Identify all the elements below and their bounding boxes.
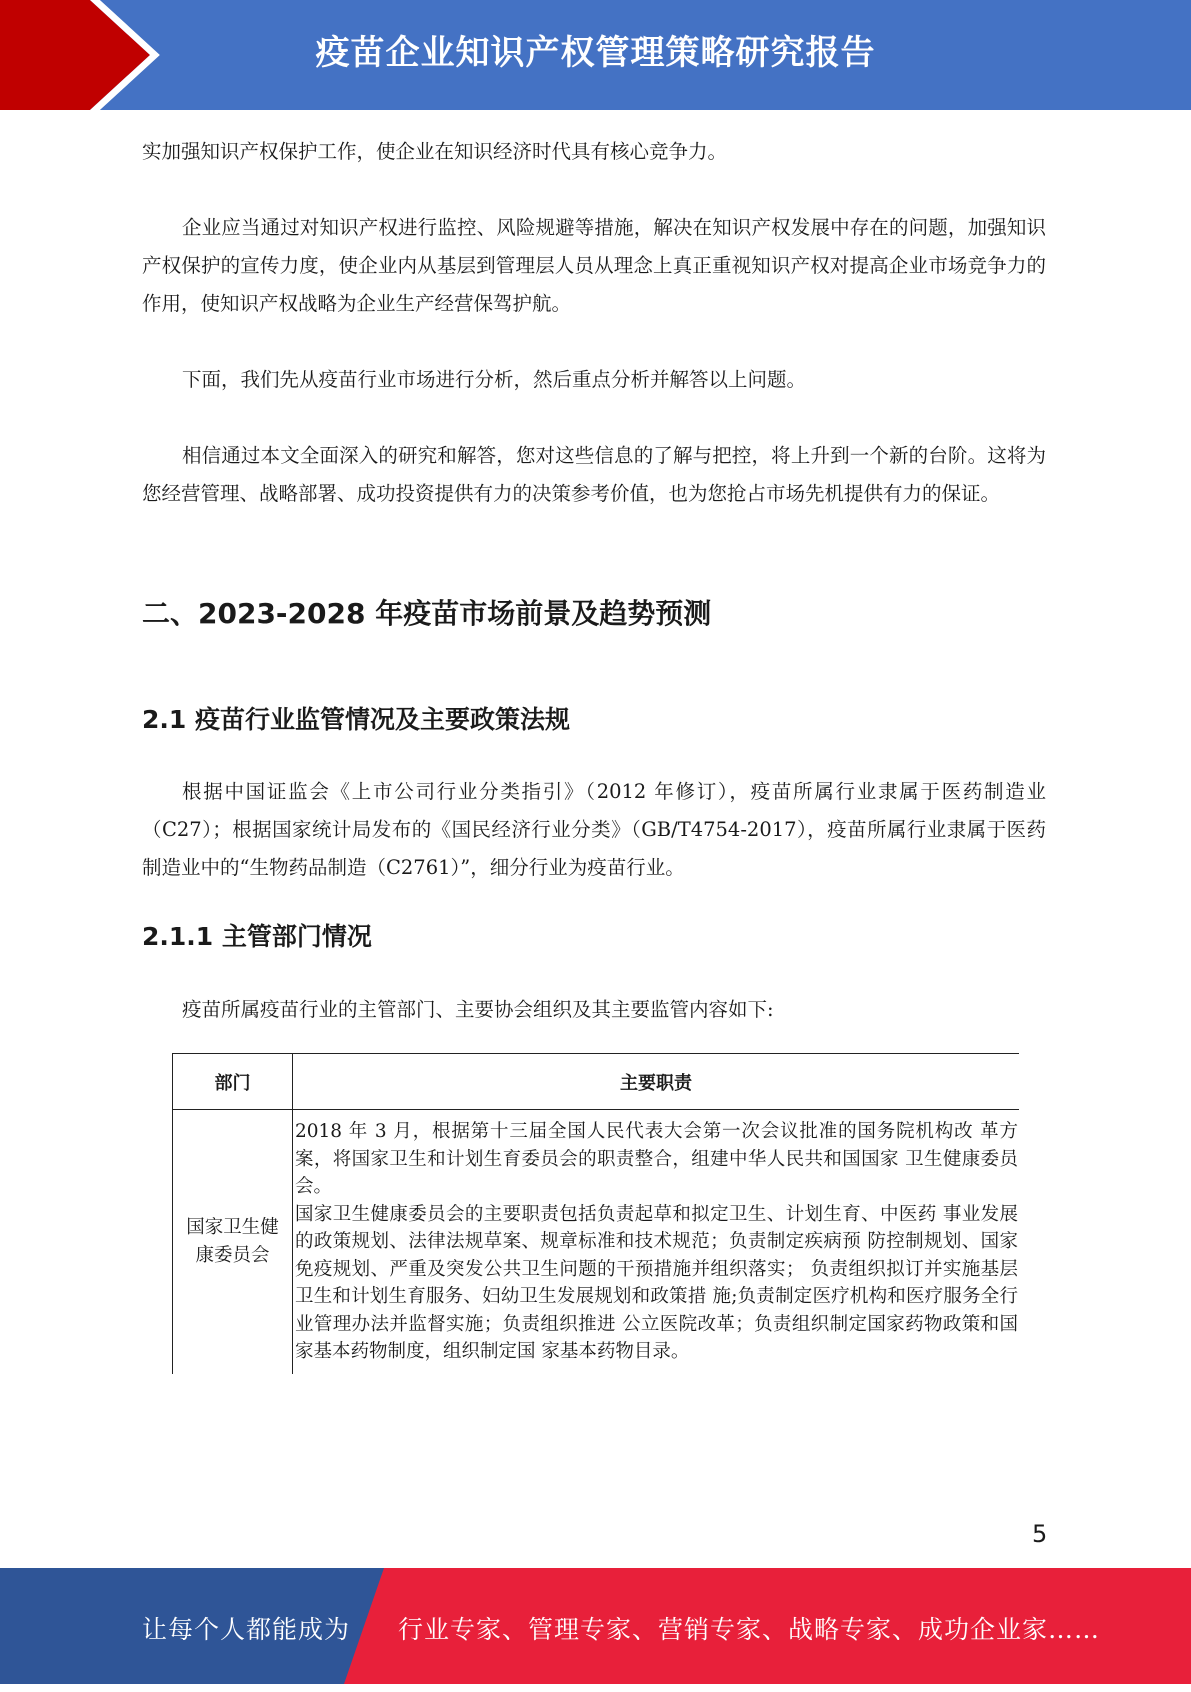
page-number: 5 — [1032, 1520, 1048, 1548]
page-header — [0, 0, 1191, 110]
table-row — [173, 1110, 1020, 1374]
intro-paragraph-4: 相信通过本文全面深入的研究和解答，您对这些信息的了解与把控，将上升到一个新的台阶。这将为您经营管理、战略部署、成功投资提供有力的决策参考价值，也为您抢占市场先机提供有力的保证。 — [142, 444, 1046, 505]
duty-text: 2018 年 3 月，根据第十三届全国人民代表大会第一次会议批准的国务院机构改 革方案，将国家卫生和计划生育委员会的职责整合，组建中华人民共和国国家 卫生健康委员会。 国家卫生健康委员会的主要职责包括负责起草和拟定卫生、计划生育、中医药 事业发展的政策规划、法律法规草案、规章标准和技术规范；负责制定疾病预 防控制规划、国家免疫规划、严重及突发公共卫生问题的干预措施并组织落实； 负责组织拟订并实施基层卫生和计划生育服务、妇幼卫生发展规划和政策措 施;负责制定医疗机构和医疗服务全行业管理办法并监督实施；负责组织推进 公立医院改革；负责组织制定国家药物政策和国家基本药物制度，组织制定国 家基本药物目录。 — [295, 1121, 1018, 1362]
duty-table-container — [172, 1053, 1019, 1393]
table-header-duty: 主要职责 — [293, 1054, 1020, 1110]
duty-cell — [293, 1110, 1020, 1374]
subsubsection-heading: 2.1.1 主管部门情况 — [142, 922, 372, 951]
subsection-heading: 2.1 疫苗行业监管情况及主要政策法规 — [142, 705, 570, 734]
duty-table — [172, 1053, 1019, 1374]
subsubsection-paragraph: 疫苗所属疫苗行业的主管部门、主要协会组织及其主要监管内容如下: — [182, 998, 774, 1021]
intro-paragraph-3: 下面，我们先从疫苗行业市场进行分析，然后重点分析并解答以上问题。 — [182, 368, 807, 391]
table-header-row — [173, 1054, 1020, 1110]
footer-slogan-left: 让每个人都能成为 — [142, 1615, 351, 1644]
intro-paragraph-2: 企业应当通过对知识产权进行监控、风险规避等措施，解决在知识产权发展中存在的问题，加强知识产权保护的宣传力度，使企业内从基层到管理层人员从理念上真正重视知识产权对提高企业市场竞争力的作用，使知识产权战略为企业生产经营保驾护航。 — [142, 216, 1046, 315]
dept-name: 国家卫生健康委员会 — [186, 1216, 279, 1266]
dept-cell — [173, 1110, 293, 1374]
subsection-paragraph: 根据中国证监会《上市公司行业分类指引》（2012 年修订），疫苗所属行业隶属于医药制造业（C27）；根据国家统计局发布的《国民经济行业分类》（GB/T4754-2017），疫苗所属行业隶属于医药制造业中的“生物药品制造（C2761）”，细分行业为疫苗行业。 — [142, 780, 1046, 879]
page-footer — [0, 1568, 1191, 1684]
intro-section — [142, 133, 1046, 513]
footer-slogan-right: 行业专家、管理专家、营销专家、战略专家、成功企业家…… — [398, 1615, 1101, 1644]
table-header-dept: 部门 — [173, 1054, 293, 1110]
intro-paragraph-1: 实加强知识产权保护工作，使企业在知识经济时代具有核心竞争力。 — [142, 140, 728, 163]
section-heading: 二、2023-2028 年疫苗市场前景及趋势预测 — [142, 597, 712, 630]
report-title: 疫苗企业知识产权管理策略研究报告 — [315, 33, 876, 73]
